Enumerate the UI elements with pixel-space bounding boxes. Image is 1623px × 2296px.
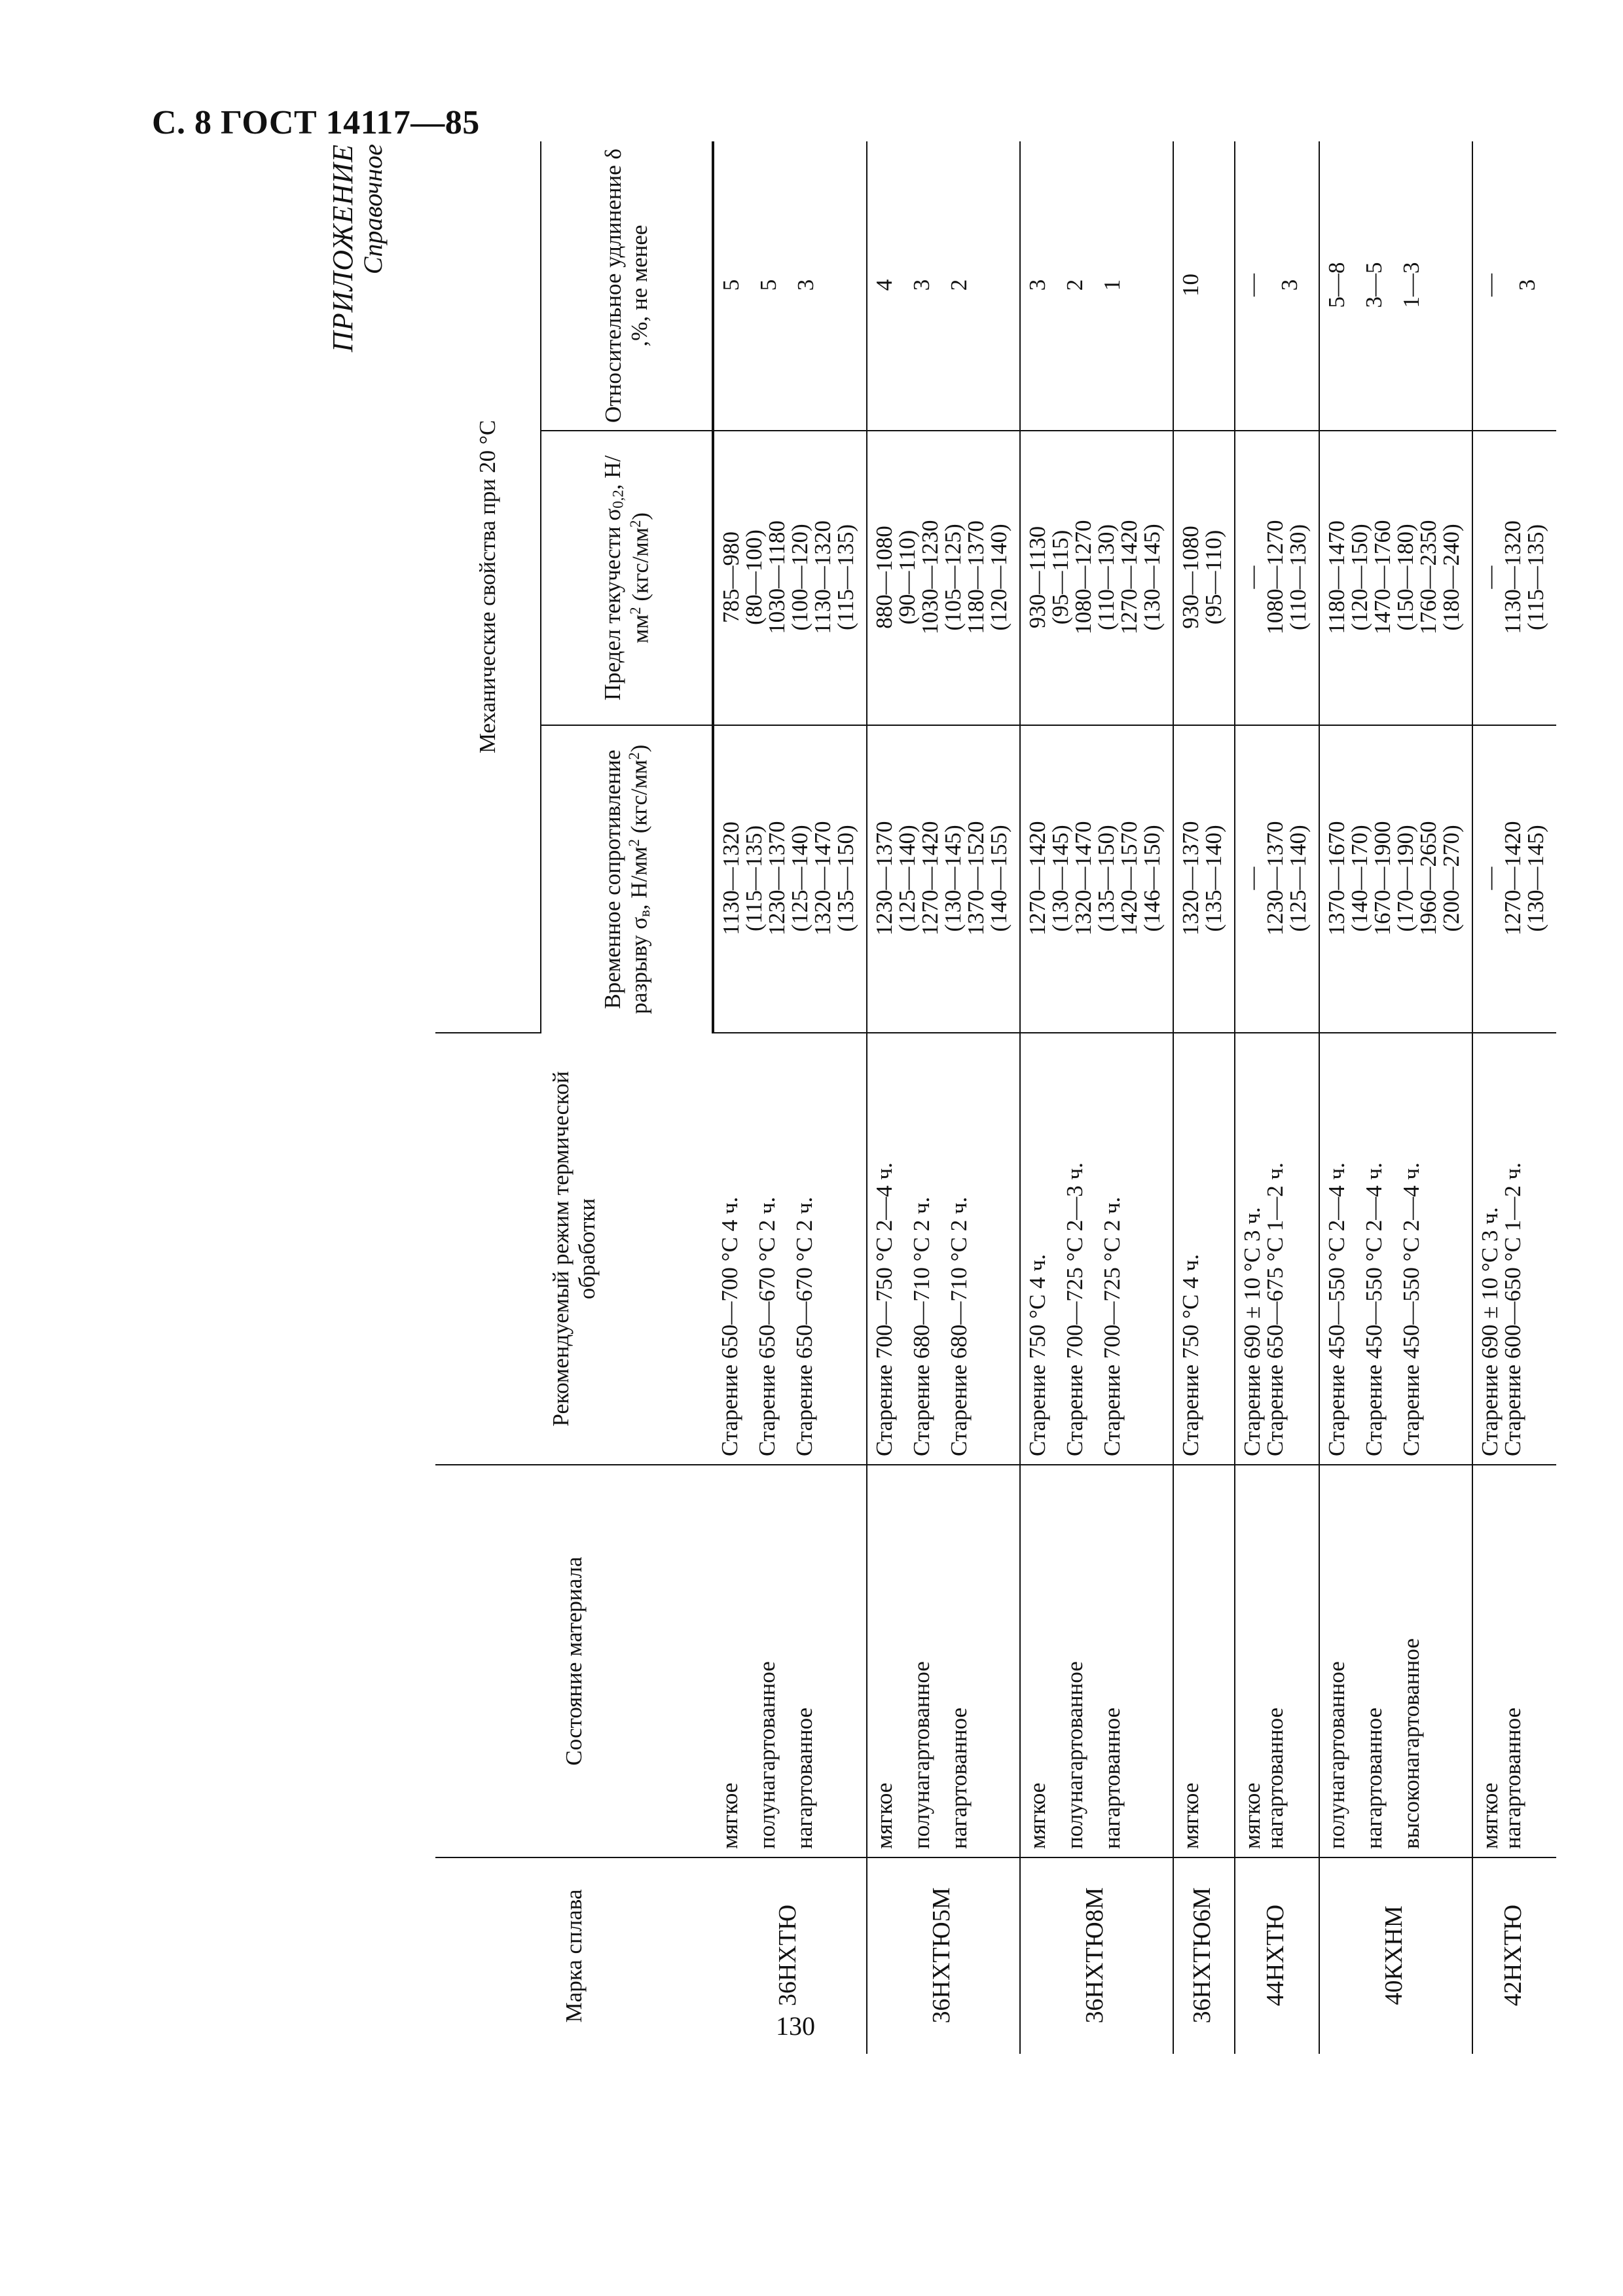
yield-cell: — 1130—1320 (115—135): [1472, 431, 1556, 725]
treatment-cell: Старение 690 ± 10 °С 3 ч. Старение 600—650 °С 1—2 ч.: [1472, 1033, 1556, 1465]
header-elongation: Относительное удлинение δ ,%, не менее: [541, 141, 713, 431]
yield-cell: 880—1080 (90—110) 1030—1230 (105—125) 1180—1370 (120—140): [867, 431, 1020, 725]
alloy-group: [1173, 141, 1235, 2054]
table-row: [867, 141, 1020, 2054]
tensile-cell: 1130—1320 (115—135) 1230—1370 (125—140) 1320—1470 (135—150): [713, 725, 867, 1033]
state-cell: мягкое полунагартованное нагартованное: [1020, 1465, 1173, 1857]
appendix-title: ПРИЛОЖЕНИЕ: [327, 144, 359, 352]
yield-cell: — 1080—1270 (110—130): [1235, 431, 1319, 725]
elongation-cell: 4 3 2: [867, 141, 1020, 431]
tensile-cell: 1230—1370 (125—140) 1270—1420 (130—145) 1370—1520 (140—155): [867, 725, 1020, 1033]
alloy-group: [1472, 141, 1556, 2054]
header-grade: Марка сплава: [560, 1889, 587, 2023]
table-row: [1235, 141, 1319, 2054]
elongation-cell: — 3: [1472, 141, 1556, 431]
alloy-grade: 36НХТЮ8М: [1020, 1857, 1173, 2054]
table-row: [1472, 141, 1556, 2054]
header-treatment: Рекомендуемый режим термической обработки: [435, 1033, 713, 1465]
alloy-grade: 36НХТЮ: [713, 1857, 867, 2054]
alloy-group: [867, 141, 1020, 2054]
elongation-cell: 10: [1173, 141, 1235, 431]
tensile-cell: — 1230—1370 (125—140): [1235, 725, 1319, 1033]
state-cell: мягкое нагартованное: [1472, 1465, 1556, 1857]
elongation-cell: — 3: [1235, 141, 1319, 431]
elongation-cell: 3 2 1: [1020, 141, 1173, 431]
yield-cell: 785—980 (80—100) 1030—1180 (100—120) 1130—1320 (115—135): [713, 431, 867, 725]
table-row: [1173, 141, 1235, 2054]
state-cell: мягкое: [1173, 1465, 1235, 1857]
header-yield-strength: Предел текучести $\sigma_{0,2}$, $Н/мм^2$ $(кгс/мм^2)$: [541, 431, 713, 725]
tensile-cell: 1320—1370 (135—140): [1173, 725, 1235, 1033]
state-cell: мягкое нагартованное: [1235, 1465, 1319, 1857]
elongation-cell: 5—8 3—5 1—3: [1319, 141, 1472, 431]
tensile-cell: 1370—1670 (140—170) 1670—1900 (170—190) 1960—2650 (200—270): [1319, 725, 1472, 1033]
appendix-subtitle: Справочное: [357, 144, 388, 275]
appendix-label: [327, 144, 387, 352]
alloy-grade: 42НХТЮ: [1499, 1904, 1527, 2007]
alloy-grade: 40КХНМ: [1319, 1857, 1472, 2054]
alloy-group: [1020, 141, 1173, 2054]
elongation-cell: 5 5 3: [713, 141, 867, 431]
mechanical-properties-table: [435, 141, 1556, 2054]
yield-cell: 930—1130 (95—115) 1080—1270 (110—130) 1270—1420 (130—145): [1020, 431, 1173, 725]
alloy-grade: 44НХТЮ: [1235, 1857, 1319, 2054]
alloy-group: [1235, 141, 1319, 2054]
header-state: Состояние материала: [435, 1465, 713, 1857]
state-cell: мягкое полунагартованное нагартованное: [713, 1465, 867, 1857]
tensile-cell: — 1270—1420 (130—145): [1472, 725, 1556, 1033]
table-row: [1319, 141, 1472, 2054]
header-mechanical-properties: Механические свойства при 20 °С: [435, 141, 541, 1033]
table-row: [713, 141, 867, 2054]
state-cell: мягкое полунагартованное нагартованное: [867, 1465, 1020, 1857]
treatment-cell: Старение 650—700 °С 4 ч. Старение 650—670 °С 2 ч. Старение 650—670 °С 2 ч.: [713, 1033, 867, 1465]
page-number: 130: [776, 2011, 815, 2041]
treatment-cell: Старение 450—550 °С 2—4 ч. Старение 450—550 °С 2—4 ч. Старение 450—550 °С 2—4 ч.: [1319, 1033, 1472, 1465]
rotated-table-area: [327, 141, 1548, 2054]
treatment-cell: Старение 750 °С 4 ч. Старение 700—725 °С 2—3 ч. Старение 700—725 °С 2 ч.: [1020, 1033, 1173, 1465]
alloy-group: [1319, 141, 1472, 2054]
state-cell: полунагартованное нагартованное высоконагартованное: [1319, 1465, 1472, 1857]
yield-cell: 930—1080 (95—110): [1173, 431, 1235, 725]
tensile-cell: 1270—1420 (130—145) 1320—1470 (135—150) 1420—1570 (146—150): [1020, 725, 1173, 1033]
alloy-grade: 36НХТЮ6М: [1173, 1857, 1235, 2054]
treatment-cell: Старение 700—750 °С 2—4 ч. Старение 680—710 °С 2 ч. Старение 680—710 °С 2 ч.: [867, 1033, 1020, 1465]
header-tensile-strength: Временное сопротивление разрыву $\sigma_в$, $Н/мм^2$ $(кгс/мм^2)$: [541, 725, 713, 1033]
table-row: [1020, 141, 1173, 2054]
page-header: С. 8 ГОСТ 14117—85: [152, 104, 480, 141]
treatment-cell: Старение 690 ± 10 °С 3 ч. Старение 650—675 °С 1—2 ч.: [1235, 1033, 1319, 1465]
yield-cell: 1180—1470 (120—150) 1470—1760 (150—180) 1760—2350 (180—240): [1319, 431, 1472, 725]
alloy-group: [713, 141, 867, 2054]
treatment-cell: Старение 750 °С 4 ч.: [1173, 1033, 1235, 1465]
alloy-grade: 36НХТЮ5М: [867, 1857, 1020, 2054]
